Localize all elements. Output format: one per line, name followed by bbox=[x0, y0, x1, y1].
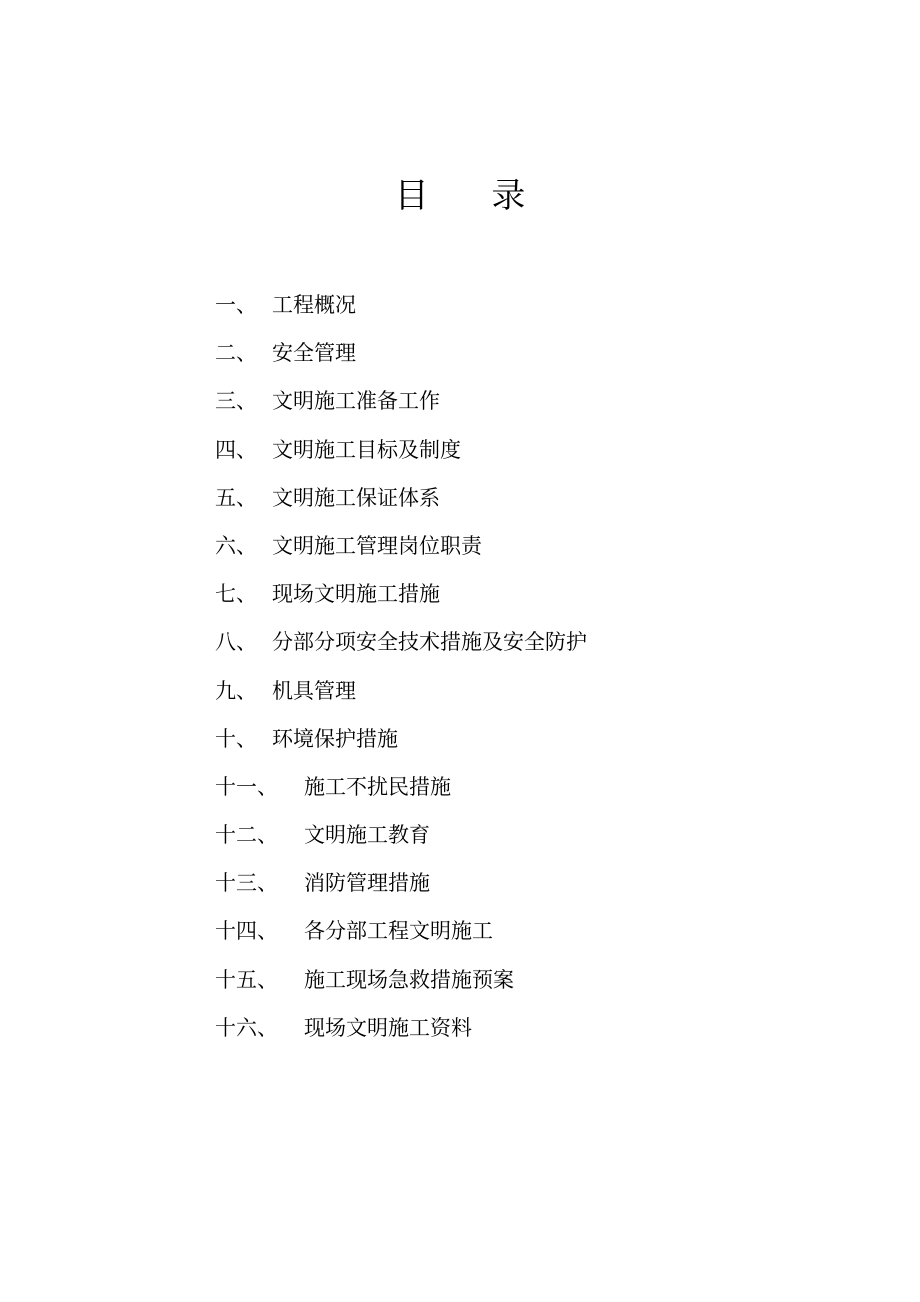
toc-item bbox=[215, 912, 587, 960]
toc-item-number: 九、 bbox=[215, 678, 257, 703]
toc-item bbox=[215, 864, 587, 912]
toc-item-number: 六、 bbox=[215, 533, 257, 558]
toc-item-number: 十二、 bbox=[215, 823, 278, 848]
toc-item bbox=[215, 816, 587, 864]
toc-item-number: 十三、 bbox=[215, 871, 278, 896]
toc-item-number: 七、 bbox=[215, 582, 257, 607]
toc-item-title: 文明施工管理岗位职责 bbox=[272, 533, 482, 558]
toc-item bbox=[215, 623, 587, 671]
toc-item-number: 二、 bbox=[215, 341, 257, 366]
toc-item bbox=[215, 1009, 587, 1057]
toc-item-title: 文明施工准备工作 bbox=[272, 389, 440, 414]
toc-item-number: 十一、 bbox=[215, 774, 278, 799]
toc-item bbox=[215, 334, 587, 382]
toc-item-number: 十五、 bbox=[215, 967, 278, 992]
toc-item bbox=[215, 286, 587, 334]
toc-item-title: 分部分项安全技术措施及安全防护 bbox=[272, 630, 587, 655]
toc-item-number: 八、 bbox=[215, 630, 257, 655]
toc-item-title: 文明施工保证体系 bbox=[272, 485, 440, 510]
toc-item-title: 文明施工教育 bbox=[304, 823, 430, 848]
toc-item-title: 安全管理 bbox=[272, 341, 356, 366]
toc-item-number: 四、 bbox=[215, 437, 257, 462]
toc-item-title: 施工不扰民措施 bbox=[304, 774, 451, 799]
toc-item-title: 工程概况 bbox=[272, 293, 356, 317]
toc-item-number: 十四、 bbox=[215, 919, 278, 944]
toc-item-title: 施工现场急救措施预案 bbox=[304, 967, 514, 992]
toc-item bbox=[215, 720, 587, 768]
page-title: 目 录 bbox=[394, 176, 552, 216]
toc-item bbox=[215, 575, 587, 623]
toc-item bbox=[215, 382, 587, 430]
toc-item-title: 消防管理措施 bbox=[304, 871, 430, 896]
toc-item bbox=[215, 961, 587, 1009]
toc-item-number: 十六、 bbox=[215, 1015, 278, 1040]
table-of-contents bbox=[215, 286, 587, 1057]
toc-item bbox=[215, 479, 587, 527]
toc-item-title: 文明施工目标及制度 bbox=[272, 437, 461, 462]
toc-item bbox=[215, 672, 587, 720]
toc-item bbox=[215, 527, 587, 575]
toc-item-title: 现场文明施工资料 bbox=[304, 1015, 472, 1040]
toc-item-title: 环境保护措施 bbox=[272, 726, 398, 751]
toc-item bbox=[215, 768, 587, 816]
toc-item-title: 各分部工程文明施工 bbox=[304, 919, 493, 944]
toc-item-title: 现场文明施工措施 bbox=[272, 582, 440, 607]
toc-item-number: 十、 bbox=[215, 726, 257, 751]
toc-item bbox=[215, 431, 587, 479]
toc-item-number: 三、 bbox=[215, 389, 257, 414]
toc-item-number: 一、 bbox=[215, 293, 257, 317]
toc-item-number: 五、 bbox=[215, 485, 257, 510]
toc-item-title: 机具管理 bbox=[272, 678, 356, 703]
